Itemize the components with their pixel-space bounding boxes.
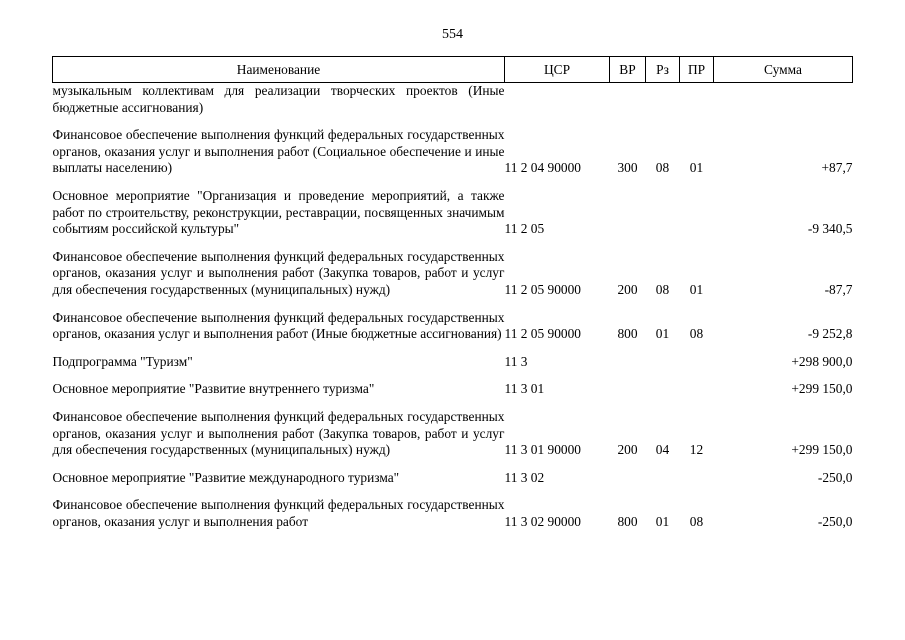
cell-rz: [646, 83, 680, 117]
cell-sum: -87,7: [824, 281, 853, 297]
header-pr: ПР: [680, 57, 714, 83]
cell-name: музыкальным коллективам для реализации творческих проектов (Иные бюджетные ассигнования): [52, 83, 505, 115]
cell-rz: 08: [655, 281, 670, 297]
table-header-row: [53, 57, 853, 83]
cell-pr: 01: [689, 160, 704, 176]
table-row: [53, 310, 853, 343]
table-row: [53, 83, 853, 117]
cell-csr: [505, 83, 610, 117]
cell-rz: 01: [655, 326, 670, 342]
cell-pr: [680, 83, 714, 117]
cell-sum: +299 150,0: [791, 381, 853, 397]
cell-sum: -250,0: [817, 469, 853, 485]
cell-pr: 12: [689, 442, 704, 458]
cell-sum: -9 340,5: [807, 221, 853, 237]
cell-rz: 08: [655, 160, 670, 176]
cell-csr: 11 3 01: [504, 381, 545, 397]
cell-pr: [680, 381, 714, 398]
cell-name: Основное мероприятие "Развитие внутреннего туризма": [52, 381, 375, 397]
table-row: [53, 497, 853, 530]
cell-name: Основное мероприятие "Развитие международного туризма": [52, 469, 400, 485]
cell-vr: 200: [617, 281, 638, 297]
cell-name: Подпрограмма "Туризм": [52, 353, 193, 369]
cell-rz: 04: [655, 442, 670, 458]
table-row: [53, 354, 853, 371]
cell-rz: 01: [655, 513, 670, 529]
cell-rz: [646, 381, 680, 398]
cell-rz: [646, 188, 680, 238]
table-row: [53, 381, 853, 398]
cell-vr: 200: [617, 442, 638, 458]
cell-sum: +299 150,0: [791, 442, 853, 458]
cell-csr: 11 2 05 90000: [504, 281, 581, 297]
cell-sum: [714, 83, 853, 117]
cell-pr: [680, 354, 714, 371]
header-sum: Сумма: [714, 57, 853, 83]
cell-vr: 800: [617, 513, 638, 529]
budget-table: [52, 56, 853, 530]
cell-csr: 11 2 04 90000: [504, 160, 581, 176]
header-vr: ВР: [610, 57, 646, 83]
cell-csr: 11 3: [504, 353, 528, 369]
cell-sum: -250,0: [817, 513, 853, 529]
cell-rz: [646, 470, 680, 487]
cell-pr: 08: [689, 513, 704, 529]
table-row: [53, 188, 853, 238]
cell-sum: +298 900,0: [791, 353, 853, 369]
header-name: Наименование: [53, 57, 505, 83]
page-number: 554: [442, 27, 463, 42]
cell-name: Финансовое обеспечение выполнения функций федеральных государственных органов, оказания услуг и выполнения работ (Социальное обеспечение и иные выплаты населению): [52, 127, 505, 176]
cell-pr: [680, 188, 714, 238]
cell-vr: [610, 381, 646, 398]
table-row: [53, 470, 853, 487]
cell-vr: [610, 354, 646, 371]
table-row: [53, 249, 853, 299]
cell-csr: 11 3 02 90000: [504, 513, 581, 529]
cell-sum: -9 252,8: [807, 326, 853, 342]
header-csr: ЦСР: [505, 57, 610, 83]
cell-csr: 11 2 05 90000: [504, 326, 581, 342]
cell-csr: 11 3 02: [504, 469, 545, 485]
cell-vr: 800: [617, 326, 638, 342]
cell-sum: +87,7: [821, 160, 853, 176]
table-row: [53, 409, 853, 459]
cell-pr: 08: [689, 326, 704, 342]
cell-vr: [610, 188, 646, 238]
cell-name: Финансовое обеспечение выполнения функций федеральных государственных органов, оказания услуг и выполнения работ (Закупка товаров, работ и услуг для обеспечения государственных (муниципальных) нужд): [52, 248, 505, 297]
cell-vr: [610, 470, 646, 487]
cell-pr: [680, 470, 714, 487]
cell-csr: 11 2 05: [504, 221, 545, 237]
cell-name: Финансовое обеспечение выполнения функций федеральных государственных органов, оказания услуг и выполнения работ: [52, 497, 505, 529]
cell-vr: 300: [617, 160, 638, 176]
cell-name: Основное мероприятие "Организация и проведение мероприятий, а также работ по строительству, реконструкции, реставрации, посвященных значимым событиям российской культуры": [52, 187, 505, 237]
cell-rz: [646, 354, 680, 371]
cell-name: Финансовое обеспечение выполнения функций федеральных государственных органов, оказания услуг и выполнения работ (Иные бюджетные ассигнования): [52, 309, 505, 342]
cell-vr: [610, 83, 646, 117]
header-rz: Рз: [646, 57, 680, 83]
cell-name: Финансовое обеспечение выполнения функций федеральных государственных органов, оказания услуг и выполнения работ (Закупка товаров, работ и услуг для обеспечения государственных (муниципальных) нужд): [52, 408, 505, 458]
table-row: [53, 127, 853, 177]
cell-csr: 11 3 01 90000: [504, 442, 581, 458]
cell-pr: 01: [689, 281, 704, 297]
